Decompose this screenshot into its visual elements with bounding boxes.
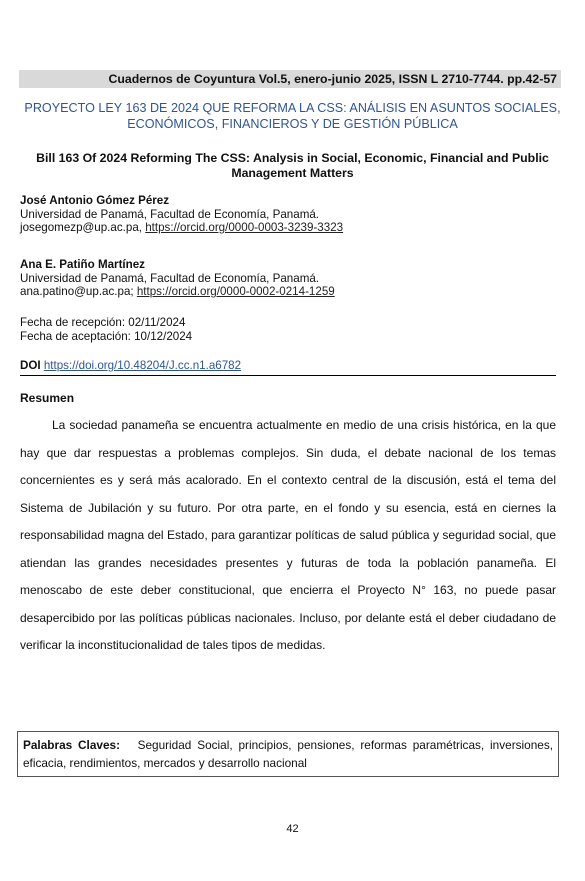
author-email[interactable]: ana.patino@up.ac.pa;	[20, 285, 137, 298]
author-block-2	[20, 258, 565, 299]
author-name: Ana E. Patiño Martínez	[20, 258, 145, 271]
accepted-date: Fecha de aceptación: 10/12/2024	[20, 330, 193, 343]
author-affiliation: Universidad de Panamá, Facultad de Economía, Panamá.	[20, 207, 320, 221]
author-contact	[20, 221, 565, 235]
keywords-box	[17, 731, 559, 777]
author-name: José Antonio Gómez Pérez	[20, 194, 170, 207]
doi-link[interactable]: https://doi.org/10.48204/J.cc.n1.a6782	[43, 359, 242, 372]
author-contact	[20, 285, 565, 299]
author-orcid-link[interactable]: https://orcid.org/0000-0003-3239-3323	[145, 221, 344, 234]
author-block-1	[20, 194, 565, 235]
page-number: 42	[286, 823, 299, 835]
journal-header: Cuadernos de Coyuntura Vol.5, enero-junio 2025, ISSN L 2710-7744. pp.42-57	[19, 70, 561, 88]
doi-line	[20, 359, 556, 376]
received-date: Fecha de recepción: 02/11/2024	[20, 316, 186, 329]
author-orcid-link[interactable]: https://orcid.org/0000-0002-0214-1259	[136, 285, 335, 298]
spanish-title: PROYECTO LEY 163 DE 2024 QUE REFORMA LA CSS: ANÁLISIS EN ASUNTOS SOCIALES, ECONÓMICOS, FINANCIEROS Y DE GESTIÓN PÚBLICA	[24, 101, 561, 131]
abstract-heading: Resumen	[20, 391, 75, 405]
author-affiliation: Universidad de Panamá, Facultad de Economía, Panamá.	[20, 271, 320, 285]
keywords-label: Palabras Claves:	[23, 738, 132, 752]
author-email[interactable]: josegomezp@up.ac.pa,	[20, 221, 146, 234]
english-title: Bill 163 Of 2024 Reforming The CSS: Analysis in Social, Economic, Financial and Public Management Matters	[36, 151, 549, 180]
keywords-list: Seguridad Social, principios, pensiones, reformas paramétricas, inversiones, eficacia, rendimientos, mercados y desarrollo nacional	[23, 738, 553, 770]
abstract-text: La sociedad panameña se encuentra actualmente en medio de una crisis histórica, en la que hay que dar respuestas a problemas complejos. Sin duda, el debate nacional de los temas concernientes es y será más acalorado. En el contexto central de la discusión, está el tema del Sistema de Jubilación y su futuro. Por otra parte, en el fondo y su esencia, está en ciernes la responsabilidad magna del Estado, para garantizar políticas de salud pública y seguridad social, que atiendan las grandes necesidades presentes y futuras de toda la población panameña. El menoscabo de este deber constitucional, que encierra el Proyecto N° 163, no puede pasar desapercibido por las políticas públicas nacionales. Incluso, por delante está el deber ciudadano de verificar la inconstitucionalidad de tales tipos de medidas.	[20, 418, 556, 652]
submission-dates	[20, 316, 192, 344]
doi-label: DOI	[20, 359, 44, 372]
